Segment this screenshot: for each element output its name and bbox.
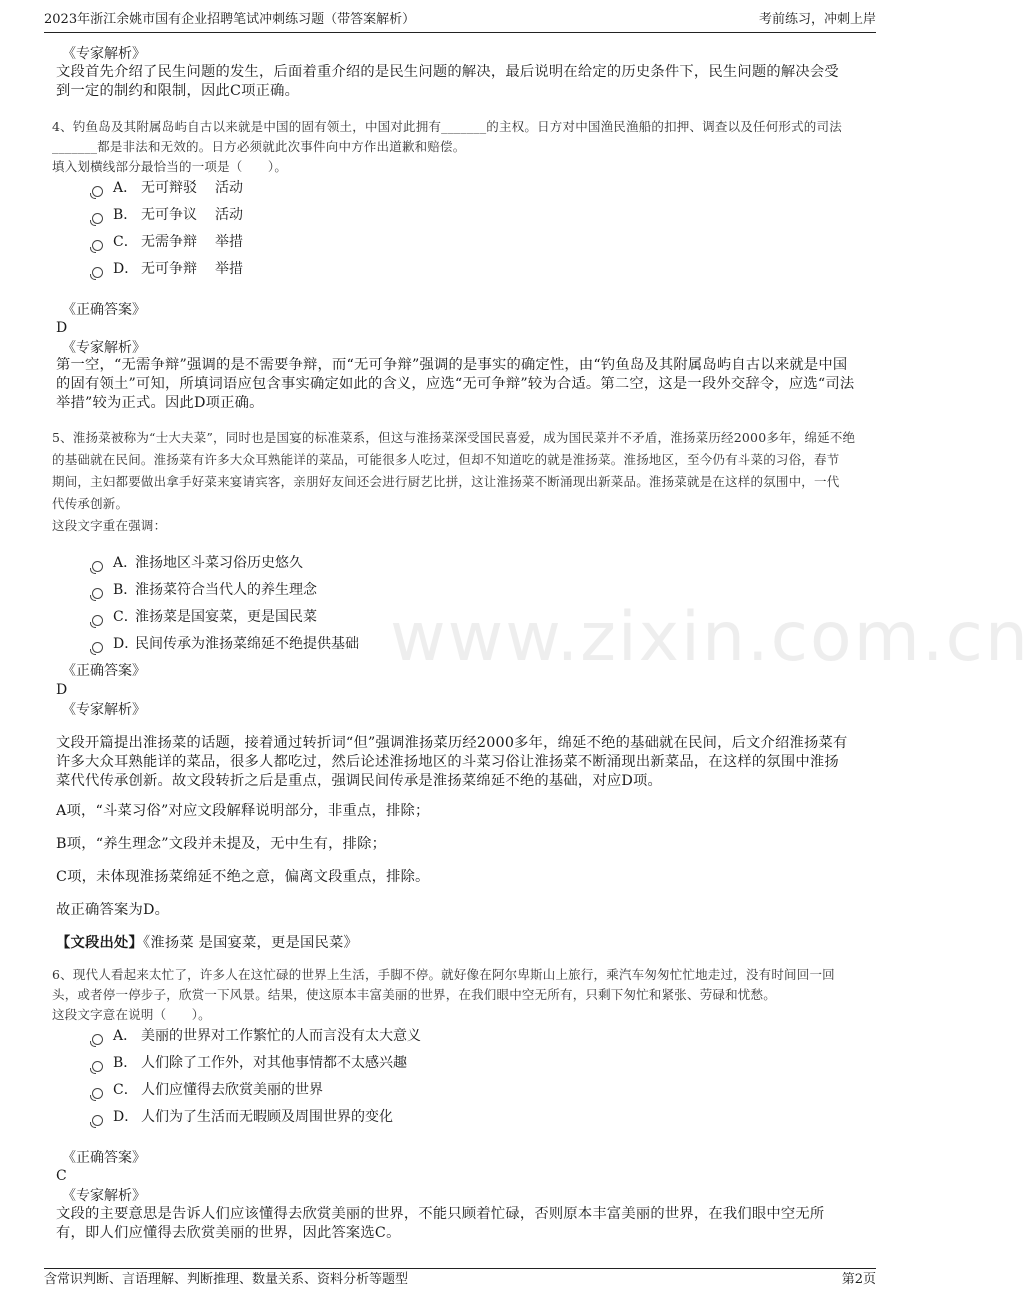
analysis-line: 许多大众耳熟能详的菜品，很多人都吃过，然后论述淮扬地区的斗菜习俗让淮扬菜不断涌现出新菜品，在这样的氛围中淮扬	[56, 754, 839, 770]
q4-option-d[interactable]: D． 无可争辩 举措	[92, 259, 243, 279]
q5-option-b[interactable]: B． 淮扬菜符合当代人的养生理念	[92, 580, 317, 600]
q4-analysis	[56, 356, 862, 413]
radio-icon[interactable]	[92, 588, 103, 599]
q5-source	[56, 934, 862, 953]
stem-line: 期间，主妇都要做出拿手好菜来宴请宾客，亲朋好友间还会进行厨艺比拼，这让淮扬菜不断涌现出新菜品。淮扬菜就是在这样的氛围中，一代	[52, 474, 840, 489]
radio-icon[interactable]	[92, 642, 103, 653]
q4-stem	[52, 117, 862, 177]
page-footer	[44, 1268, 876, 1293]
q3-analysis	[56, 63, 862, 101]
source-tag: 【文段出处】	[56, 935, 143, 951]
radio-icon[interactable]	[92, 213, 103, 224]
radio-icon[interactable]	[92, 561, 103, 572]
q4-analysis-label: 《专家解析》	[62, 340, 146, 356]
stem-line: 的基础就在民间。淮扬菜有许多大众耳熟能详的菜品，可能很多人吃过，但却不知道吃的就是淮扬菜。淮扬地区，至今仍有斗菜的习俗，春节	[52, 452, 840, 467]
stem-line: 这段文字意在说明（ ）。	[52, 1007, 211, 1022]
analysis-line: 第一空，“无需争辩”强调的是不需要争辩，而“无可争辩”强调的是事实的确定性，由“钓鱼岛及其附属岛屿自古以来就是中国	[56, 357, 848, 373]
radio-icon[interactable]	[92, 240, 103, 251]
q4-option-b[interactable]: B． 无可争议 活动	[92, 205, 243, 225]
radio-icon[interactable]	[92, 186, 103, 197]
stem-line: 4、钓鱼岛及其附属岛屿自古以来就是中国的固有领土，中国对此拥有_______的主权。日方对中国渔民渔船的扣押、调查以及任何形式的司法	[52, 119, 842, 134]
stem-line: 头，或者停一停步子，欣赏一下风景。结果，使这原本丰富美丽的世界，在我们眼中空无所有，只剩下匆忙和紧张、劳碌和忧愁。	[52, 987, 776, 1002]
analysis-line: 的固有领土”可知，所填词语应包含事实确定如此的含义，应选“无可争辩”较为合适。第二空，这是一段外交辞令，应选“司法	[56, 376, 855, 392]
q4-answer: D	[56, 320, 68, 336]
q5-stem	[52, 427, 862, 515]
radio-icon[interactable]	[92, 1115, 103, 1126]
stem-line: 填入划横线部分最恰当的一项是（ ）。	[52, 159, 288, 174]
q5-option-d[interactable]: D． 民间传承为淮扬菜绵延不绝提供基础	[92, 634, 359, 654]
q3-analysis-label: 《专家解析》	[62, 46, 146, 62]
footer-note: 含常识判断、言语理解、判断推理、数量关系、资料分析等题型	[44, 1272, 409, 1287]
analysis-line: 文段的主要意思是告诉人们应该懂得去欣赏美丽的世界，不能只顾着忙碌，否则原本丰富美丽的世界，在我们眼中空无所	[56, 1206, 825, 1222]
q6-option-c[interactable]: C． 人们应懂得去欣赏美丽的世界	[92, 1080, 323, 1100]
q5-point-a: A项，“斗菜习俗”对应文段解释说明部分，非重点，排除；	[56, 803, 430, 819]
radio-icon[interactable]	[92, 1061, 103, 1072]
q6-option-a[interactable]: A． 美丽的世界对工作繁忙的人而言没有太大意义	[92, 1026, 421, 1046]
q5-option-a[interactable]: A． 淮扬地区斗菜习俗历史悠久	[92, 553, 303, 573]
analysis-line: 文段首先介绍了民生问题的发生，后面着重介绍的是民生问题的解决，最后说明在给定的历史条件下，民生问题的解决会受	[56, 64, 839, 80]
q4-option-a[interactable]: A． 无可辩驳 活动	[92, 178, 243, 198]
q5-option-c[interactable]: C． 淮扬菜是国宴菜，更是国民菜	[92, 607, 317, 627]
stem-line: 6、现代人看起来太忙了，许多人在这忙碌的世界上生活，手脚不停。就好像在阿尔卑斯山上旅行，乘汽车匆匆忙忙地走过，没有时间回一回	[52, 967, 835, 982]
analysis-line: 菜代代传承创新。故文段转折之后是重点，强调民间传承是淮扬菜绵延不绝的基础，对应D项。	[56, 773, 663, 789]
analysis-line: 到一定的制约和限制，因此C项正确。	[56, 83, 300, 99]
q6-answer: C	[56, 1168, 67, 1184]
q5-analysis	[56, 734, 862, 791]
q5-point-b: B项，“养生理念”文段并未提及，无中生有，排除；	[56, 836, 387, 852]
page-header	[44, 8, 876, 33]
analysis-line: 文段开篇提出淮扬菜的话题，接着通过转折词“但”强调淮扬菜历经2000多年，绵延不绝的基础就在民间，后文介绍淮扬菜有	[56, 735, 848, 751]
q5-answer-label: 《正确答案》	[62, 663, 146, 679]
stem-line: 5、淮扬菜被称为“士大夫菜”，同时也是国宴的标准菜系，但这与淮扬菜深受国民喜爱，成为国民菜并不矛盾，淮扬菜历经2000多年，绵延不绝	[52, 430, 856, 445]
q4-option-c[interactable]: C． 无需争辩 举措	[92, 232, 243, 252]
q4-answer-label: 《正确答案》	[62, 302, 146, 318]
radio-icon[interactable]	[92, 267, 103, 278]
source-text: 《淮扬菜 是国宴菜，更是国民菜》	[142, 935, 359, 951]
q5-answer: D	[56, 682, 68, 698]
analysis-line: 有，即人们应懂得去欣赏美丽的世界，因此答案选C。	[56, 1225, 401, 1241]
q5-point-c: C项，未体现淮扬菜绵延不绝之意，偏离文段重点，排除。	[56, 869, 430, 885]
watermark: www.zixin.com.cn	[390, 598, 1030, 677]
radio-icon[interactable]	[92, 1088, 103, 1099]
header-slogan: 考前练习，冲刺上岸	[758, 12, 876, 27]
stem-line: _______都是非法和无效的。日方必须就此次事件向中方作出道歉和赔偿。	[52, 139, 466, 154]
q6-answer-label: 《正确答案》	[62, 1150, 146, 1166]
q6-analysis	[56, 1205, 862, 1243]
page-number: 第2页	[841, 1272, 876, 1287]
radio-icon[interactable]	[92, 615, 103, 626]
q6-option-d[interactable]: D． 人们为了生活而无暇顾及周围世界的变化	[92, 1107, 393, 1127]
q5-prompt: 这段文字重在强调：	[52, 518, 167, 533]
analysis-line: 举措”较为正式。因此D项正确。	[56, 395, 264, 411]
q6-stem	[52, 965, 862, 1025]
q5-conclusion: 故正确答案为D。	[56, 902, 170, 918]
q5-analysis-label: 《专家解析》	[62, 702, 146, 718]
q6-analysis-label: 《专家解析》	[62, 1188, 146, 1204]
radio-icon[interactable]	[92, 1034, 103, 1045]
header-title: 2023年浙江余姚市国有企业招聘笔试冲刺练习题（带答案解析）	[44, 12, 416, 27]
stem-line: 代传承创新。	[52, 496, 129, 511]
q6-option-b[interactable]: B． 人们除了工作外，对其他事情都不太感兴趣	[92, 1053, 407, 1073]
